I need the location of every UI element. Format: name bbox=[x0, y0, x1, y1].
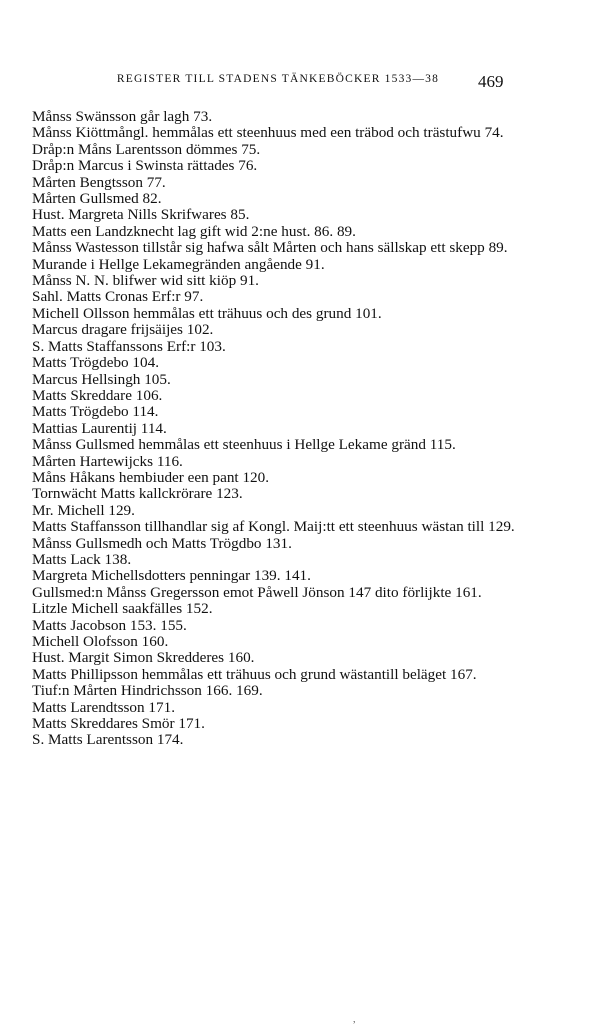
register-entry: Månss N. N. blifwer wid sitt kiöp 91. bbox=[32, 272, 259, 290]
register-entry: Månss Swänsson går lagh 73. bbox=[32, 108, 213, 125]
register-entry: Matts Skreddare 106. bbox=[32, 386, 163, 404]
register-entry: Månss Gullsmedh och Matts Trögdbo 131. bbox=[32, 534, 292, 552]
register-entry: Margreta Michellsdotters penningar 139. 141. bbox=[32, 567, 311, 585]
register-entry: Sahl. Matts Cronas Erf:r 97. bbox=[32, 288, 204, 306]
running-header: REGISTER TILL STADENS TÄNKEBÖCKER 1533—38 bbox=[116, 73, 440, 85]
register-entry: Mårten Hartewijcks 116. bbox=[32, 452, 183, 470]
footer-mark: , bbox=[353, 1014, 356, 1025]
register-entry: Murande i Hellge Lekamegränden angående 91. bbox=[32, 255, 325, 273]
register-entry: Mattias Laurentij 114. bbox=[32, 419, 167, 437]
register-entry: Matts Trögdebo 104. bbox=[32, 354, 160, 372]
register-entry: Månss Kiöttmångl. hemmålas ett steenhuus med een träbod och trästufwu 74. bbox=[32, 124, 504, 142]
register-entry: Matts Jacobson 153. 155. bbox=[32, 616, 187, 634]
register-entry: Matts Skreddares Smör 171. bbox=[32, 715, 205, 733]
register-entry: Tiuf:n Mårten Hindrichsson 166. 169. bbox=[32, 682, 263, 700]
register-entry: S. Matts Larentsson 174. bbox=[32, 731, 184, 749]
register-entry: Mr. Michell 129. bbox=[32, 501, 135, 519]
register-entry: Michell Olofsson 160. bbox=[32, 633, 169, 650]
register-entry: Mårten Bengtsson 77. bbox=[32, 173, 166, 191]
register-entry: Marcus dragare frijsäijes 102. bbox=[32, 321, 214, 339]
register-entry: Hust. Margreta Nills Skrifwares 85. bbox=[32, 206, 250, 224]
register-entry: Matts Staffansson tillhandlar sig af Kongl. Maij:tt ett steenhuus wästan till 129. bbox=[32, 518, 515, 536]
register-entry: Måns Håkans hembiuder een pant 120. bbox=[32, 468, 270, 486]
register-entry: Månss Wastesson tillstår sig hafwa sålt Mårten och hans sällskap ett skepp 89. bbox=[32, 239, 508, 257]
register-entry: Matts Phillipsson hemmålas ett trähuus och grund wästantill beläget 167. bbox=[32, 665, 477, 683]
register-entry: Marcus Hellsingh 105. bbox=[32, 370, 171, 388]
register-entry: Matts Lack 138. bbox=[32, 550, 132, 568]
register-entry: Gullsmed:n Månss Gregersson emot Påwell Jönson 147 dito förlijkte 161. bbox=[32, 583, 482, 601]
register-entry: Tornwächt Matts kallckrörare 123. bbox=[32, 485, 243, 503]
register-entry: Litzle Michell saakfälles 152. bbox=[32, 600, 213, 618]
register-entries bbox=[32, 109, 522, 749]
register-entry: Matts Larendtsson 171. bbox=[32, 698, 175, 716]
register-entry: Matts Trögdebo 114. bbox=[32, 403, 159, 421]
page-number: 469 bbox=[478, 72, 504, 91]
register-entry: Mårten Gullsmed 82. bbox=[32, 190, 162, 208]
register-entry: S. Matts Staffanssons Erf:r 103. bbox=[32, 337, 226, 355]
register-entry: Matts een Landzknecht lag gift wid 2:ne hust. 86. 89. bbox=[32, 222, 356, 240]
register-entry: Månss Gullsmed hemmålas ett steenhuus i Hellge Lekame gränd 115. bbox=[32, 436, 456, 454]
register-entry: Michell Ollsson hemmålas ett trähuus och des grund 101. bbox=[32, 304, 382, 322]
register-entry: Dråp:n Måns Larentsson dömmes 75. bbox=[32, 140, 261, 158]
register-entry: Hust. Margit Simon Skredderes 160. bbox=[32, 649, 255, 667]
register-entry: Dråp:n Marcus i Swinsta rättades 76. bbox=[32, 157, 258, 175]
